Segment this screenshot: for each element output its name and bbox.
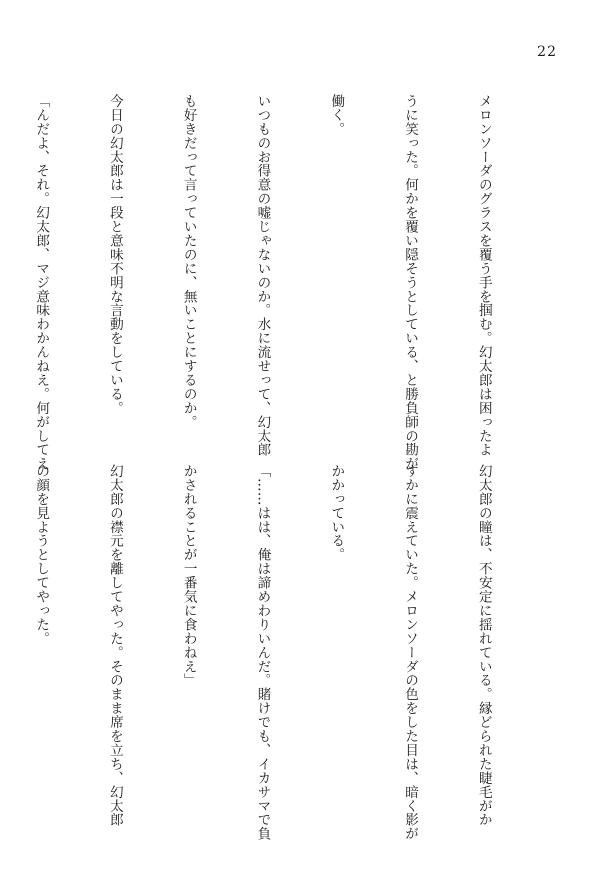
text-line: 「んだよ、それ。幻太郎、マジ意味わかんねえ。何がしてえ: [33, 94, 50, 471]
text-line: うに笑った。何かを覆い隠そうとしている、と勝負師の勘が: [402, 94, 419, 471]
text-block-bottom: [33, 464, 545, 841]
text-line: 働く。: [328, 94, 345, 136]
text-line: 幻太郎の襟元を離してやった。そのまま席を立ち、幻太郎: [106, 464, 123, 827]
text-line: かされることが一番気に食わねえ」: [180, 464, 197, 688]
text-line: いつものお得意の嘘じゃないのか。水に流せって、幻太郎: [254, 94, 271, 457]
text-line: 幻太郎の瞳は、不安定に揺れている。縁どられた睫毛がか: [475, 464, 492, 827]
text-line: メロンソーダのグラスを覆う手を掴む。幻太郎は困ったよ: [475, 94, 492, 457]
text-line: も好きだって言っていたのに、無いことにするのか。: [180, 94, 197, 429]
text-line: 「……はは、俺は諦めわりいんだ。賭けでも、イカサマで負: [254, 464, 271, 841]
text-line: の顔を見ようとしてやった。: [33, 464, 50, 646]
page-number: 22: [537, 44, 557, 60]
text-line: すかに震えていた。メロンソーダの色をした目は、暗く影が: [402, 464, 419, 841]
text-line: 今日の幻太郎は一段と意味不明な言動をしている。: [106, 94, 123, 415]
text-block-top: [33, 94, 545, 471]
text-line: かかっている。: [328, 464, 345, 562]
